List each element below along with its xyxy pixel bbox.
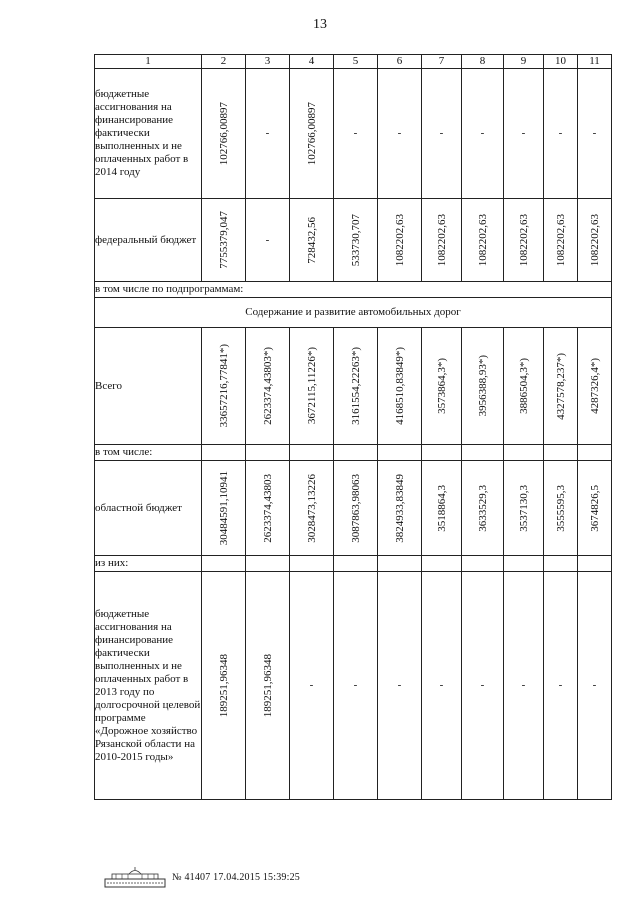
table-row bbox=[95, 282, 612, 298]
table-cell bbox=[578, 445, 612, 461]
column-header: 3 bbox=[246, 55, 290, 69]
table-cell: 7755379,047 bbox=[202, 199, 246, 282]
table-cell: 3573864,3*) bbox=[422, 328, 462, 445]
table-cell: - bbox=[544, 69, 578, 199]
table-cell: 3555595,3 bbox=[544, 461, 578, 556]
column-header: 8 bbox=[462, 55, 504, 69]
table-cell: 533730,707 bbox=[334, 199, 378, 282]
row-label: бюджетные ассигнования на финансирование фактически выполненных и не оплаченных работ в 2013 году по долгосрочной целевой программе «Дорожное хозяйство Рязанской области на 2010-2015 годы» bbox=[95, 572, 202, 800]
table-cell: 728432,56 bbox=[290, 199, 334, 282]
table-cell: 1082202,63 bbox=[422, 199, 462, 282]
table-cell: 33657216,77841*) bbox=[202, 328, 246, 445]
table-cell bbox=[422, 445, 462, 461]
table-cell: 3028473,13226 bbox=[290, 461, 334, 556]
table-cell: 3161554,22263*) bbox=[334, 328, 378, 445]
column-header: 10 bbox=[544, 55, 578, 69]
table-cell: 3518864,3 bbox=[422, 461, 462, 556]
table-cell: 3824933,83849 bbox=[378, 461, 422, 556]
table-cell: 3674826,5 bbox=[578, 461, 612, 556]
row-label: Всего bbox=[95, 328, 202, 445]
table-cell: - bbox=[462, 69, 504, 199]
table-cell: 1082202,63 bbox=[462, 199, 504, 282]
government-building-seal-icon bbox=[104, 866, 166, 888]
table-cell: 3956388,93*) bbox=[462, 328, 504, 445]
table-cell bbox=[334, 445, 378, 461]
table-cell bbox=[202, 445, 246, 461]
table-cell: - bbox=[246, 69, 290, 199]
column-header: 7 bbox=[422, 55, 462, 69]
table-cell bbox=[378, 445, 422, 461]
column-header: 4 bbox=[290, 55, 334, 69]
column-header: 2 bbox=[202, 55, 246, 69]
table-cell: - bbox=[504, 69, 544, 199]
table-row bbox=[95, 445, 612, 461]
row-label: в том числе: bbox=[95, 445, 202, 461]
column-header: 11 bbox=[578, 55, 612, 69]
table-cell: - bbox=[378, 69, 422, 199]
table-cell: - bbox=[334, 69, 378, 199]
table-row bbox=[95, 572, 612, 800]
table-cell bbox=[378, 556, 422, 572]
table-cell: - bbox=[504, 572, 544, 800]
table-cell bbox=[504, 445, 544, 461]
table-cell: 2623374,43803 bbox=[246, 461, 290, 556]
table-cell: 3087863,98063 bbox=[334, 461, 378, 556]
document-stamp bbox=[104, 866, 300, 888]
table-row bbox=[95, 556, 612, 572]
table-cell: 4327578,237*) bbox=[544, 328, 578, 445]
table-cell: 4168510,83849*) bbox=[378, 328, 422, 445]
table-cell bbox=[578, 556, 612, 572]
section-title: Содержание и развитие автомобильных дорог bbox=[95, 298, 612, 328]
page-number: 13 bbox=[313, 17, 327, 32]
table-cell bbox=[544, 445, 578, 461]
subprograms-caption: в том числе по подпрограммам: bbox=[95, 282, 612, 298]
table-cell: 3672115,11226*) bbox=[290, 328, 334, 445]
table-row bbox=[95, 298, 612, 328]
table-cell: - bbox=[378, 572, 422, 800]
row-label: областной бюджет bbox=[95, 461, 202, 556]
table-cell bbox=[504, 556, 544, 572]
table-cell: 1082202,63 bbox=[504, 199, 544, 282]
table-cell: - bbox=[334, 572, 378, 800]
table-row bbox=[95, 461, 612, 556]
table-cell: 3633529,3 bbox=[462, 461, 504, 556]
table-cell bbox=[334, 556, 378, 572]
table-cell bbox=[422, 556, 462, 572]
table-cell: - bbox=[462, 572, 504, 800]
row-label: из них: bbox=[95, 556, 202, 572]
table-row bbox=[95, 199, 612, 282]
table-row bbox=[95, 328, 612, 445]
column-header: 1 bbox=[95, 55, 202, 69]
table-cell: 1082202,63 bbox=[378, 199, 422, 282]
table-cell: 30484591,10941 bbox=[202, 461, 246, 556]
table-cell: - bbox=[422, 572, 462, 800]
table-cell bbox=[246, 556, 290, 572]
table-cell: 1082202,63 bbox=[544, 199, 578, 282]
column-header: 5 bbox=[334, 55, 378, 69]
table-cell: - bbox=[246, 199, 290, 282]
table-cell: 4287326,4*) bbox=[578, 328, 612, 445]
table-cell: 102766,00897 bbox=[290, 69, 334, 199]
registration-stamp: № 41407 17.04.2015 15:39:25 bbox=[172, 871, 300, 883]
header-row bbox=[95, 55, 612, 69]
column-header: 9 bbox=[504, 55, 544, 69]
row-label: бюджетные ассигнования на финансирование фактически выполненных и не оплаченных работ в 2014 году bbox=[95, 69, 202, 199]
table-cell: - bbox=[578, 572, 612, 800]
table-cell bbox=[290, 556, 334, 572]
column-header: 6 bbox=[378, 55, 422, 69]
table-cell: - bbox=[290, 572, 334, 800]
table-cell: 1082202,63 bbox=[578, 199, 612, 282]
table-cell: 2623374,43803*) bbox=[246, 328, 290, 445]
table-cell: 189251,96348 bbox=[246, 572, 290, 800]
table-cell: 102766,00897 bbox=[202, 69, 246, 199]
table-cell: 3537130,3 bbox=[504, 461, 544, 556]
table-cell: - bbox=[422, 69, 462, 199]
table-cell bbox=[246, 445, 290, 461]
table-cell bbox=[462, 445, 504, 461]
table-cell: 3886504,3*) bbox=[504, 328, 544, 445]
budget-table bbox=[94, 54, 612, 800]
table-cell: 189251,96348 bbox=[202, 572, 246, 800]
row-label: федеральный бюджет bbox=[95, 199, 202, 282]
table-cell bbox=[290, 445, 334, 461]
table-cell bbox=[202, 556, 246, 572]
table-cell bbox=[462, 556, 504, 572]
table-row bbox=[95, 69, 612, 199]
table-cell bbox=[544, 556, 578, 572]
table-cell: - bbox=[578, 69, 612, 199]
table-cell: - bbox=[544, 572, 578, 800]
